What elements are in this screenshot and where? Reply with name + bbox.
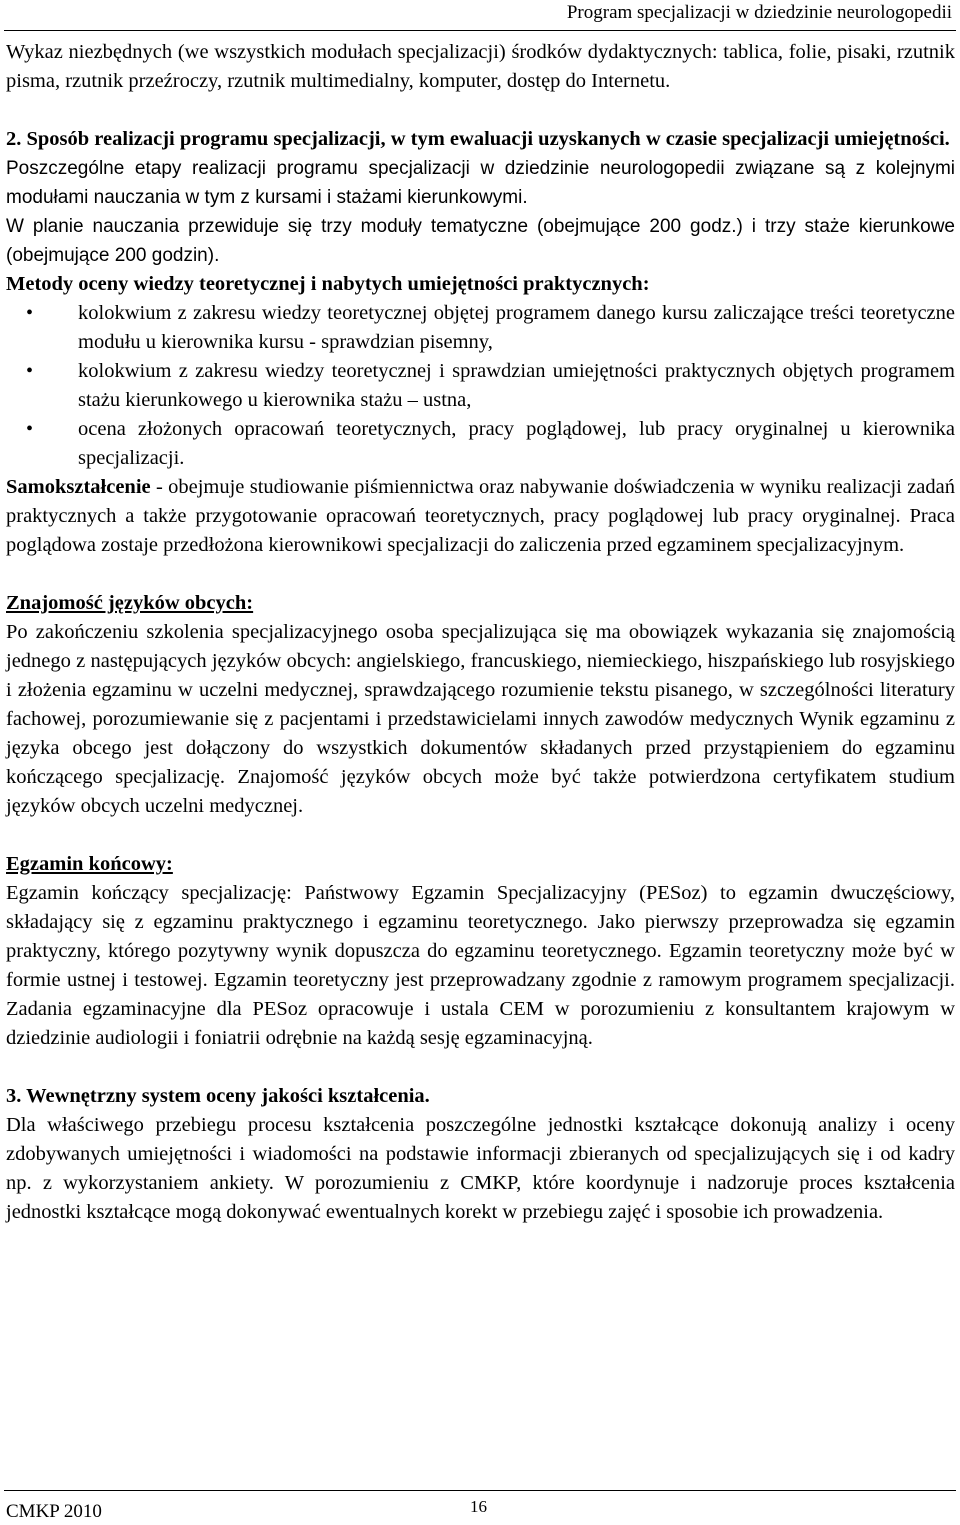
languages-paragraph: Po zakończeniu szkolenia specjalizacyjnego osoba specjalizująca się ma obowiązek wykazania się znajomością jednego z następujących języków obcych: angielskiego, francuskiego, niemieckiego, hiszpańskiego lub rosyjskiego i złożenia egzaminu w uczelni medycznej, sprawdzającego rozumienie tekstu pisanego, w szczególności literatury fachowej, porozumiewanie się z pacjentami i przedstawicielami innych zawodów medycznych Wynik egzaminu z języka obcego jest dołączony do wszystkich dokumentów składanych przed przystąpieniem do egzaminu kończącego specjalizację. Znajomość języków obcych może być także potwierdzona certyfikatem studium języków obcych uczelni medycznej. — [6, 621, 955, 817]
list-item: • kolokwium z zakresu wiedzy teoretycznej i sprawdzian umiejętności praktycznych objętych programem stażu kierunkowego u kierownika stażu – ustna, — [78, 357, 955, 415]
list-item: • kolokwium z zakresu wiedzy teoretycznej objętej programem danego kursu zaliczające treści teoretyczne modułu u kierownika kursu - sprawdzian pisemny, — [78, 299, 955, 357]
final-exam-heading: Egzamin końcowy: — [6, 853, 173, 875]
header-rule — [4, 30, 956, 31]
methods-list — [6, 299, 955, 473]
list-item: • ocena złożonych opracowań teoretycznych, pracy poglądowej, lub pracy oryginalnej u kierownika specjalizacji. — [78, 415, 955, 473]
section-3-heading: 3. Wewnętrzny system oceny jakości kształcenia. — [6, 1085, 430, 1107]
self-study-text: - obejmuje studiowanie piśmiennictwa oraz nabywanie doświadczenia w wyniku realizacji zadań praktycznych a także przygotowanie opracowań teoretycznych, pracy poglądowej lub pracy oryginalnej. Praca poglądowa zostaje przedłożona kierownikowi specjalizacji do zaliczenia przed egzaminem specjalizacyjnym. — [6, 476, 955, 556]
spacer — [6, 560, 955, 589]
plan-paragraph: W planie nauczania przewiduje się trzy moduły tematyczne (obejmujące 200 godz.) i trzy staże kierunkowe (obejmujące 200 godzin). — [6, 216, 955, 266]
quality-system-paragraph: Dla właściwego przebiegu procesu kształcenia poszczególne jednostki kształcące dokonują analizy i oceny zdobywanych umiejętności i wiadomości na podstawie informacji zbieranych od specjalizujących się i od kadry np. z wykorzystaniem ankiety. W porozumieniu z CMKP, które koordynuje i nadzoruje proces kształcenia jednostki kształcące mogą dokonywać ewentualnych korekt w przebiegu zajęć i sposobie ich prowadzenia. — [6, 1114, 955, 1223]
languages-heading: Znajomość języków obcych: — [6, 592, 254, 614]
spacer — [6, 1053, 955, 1082]
methods-heading: Metody oceny wiedzy teoretycznej i nabytych umiejętności praktycznych: — [6, 273, 650, 295]
teaching-aids-paragraph: Wykaz niezbędnych (we wszystkich modułach specjalizacji) środków dydaktycznych: tablica, folie, pisaki, rzutnik pisma, rzutnik przeźroczy, rzutnik multimedialny, komputer, dostęp do Internetu. — [6, 41, 955, 92]
footer-publisher: CMKP 2010 — [6, 1501, 102, 1522]
page-content — [6, 38, 955, 1227]
self-study-paragraph — [6, 473, 955, 560]
final-exam-paragraph: Egzamin kończący specjalizację: Państwowy Egzamin Specjalizacyjny (PESoz) to egzamin dwuczęściowy, składający się z egzaminu praktycznego i egzaminu teoretycznego. Jako pierwszy przeprowadza się egzamin praktyczny, którego pozytywny wynik dopuszcza do egzaminu teoretycznego. Egzamin teoretyczny może być w formie ustnej i testowej. Egzamin teoretyczny jest przeprowadzany zgodnie z ramowym programem specjalizacji. Zadania egzaminacyjne dla PESoz opracowuje i ustala CEM w porozumieniu z konsultantem krajowym w dziedzinie audiologii i foniatrii odrębnie na każdą sesję egzaminacyjną. — [6, 882, 955, 1049]
stages-paragraph: Poszczególne etapy realizacji programu specjalizacji w dziedzinie neurologopedii związane są z kolejnymi modułami nauczania w tym z kursami i stażami kierunkowymi. — [6, 158, 955, 208]
footer-rule — [4, 1490, 956, 1491]
self-study-term: Samokształcenie — [6, 476, 151, 498]
section-2-heading: 2. Sposób realizacji programu specjalizacji, w tym ewaluacji uzyskanych w czasie specjalizacji umiejętności. — [6, 128, 950, 150]
spacer — [6, 821, 955, 850]
page-number: 16 — [470, 1497, 487, 1516]
spacer — [6, 96, 955, 125]
running-header: Program specjalizacji w dziedzinie neurologopedii — [566, 2, 952, 23]
